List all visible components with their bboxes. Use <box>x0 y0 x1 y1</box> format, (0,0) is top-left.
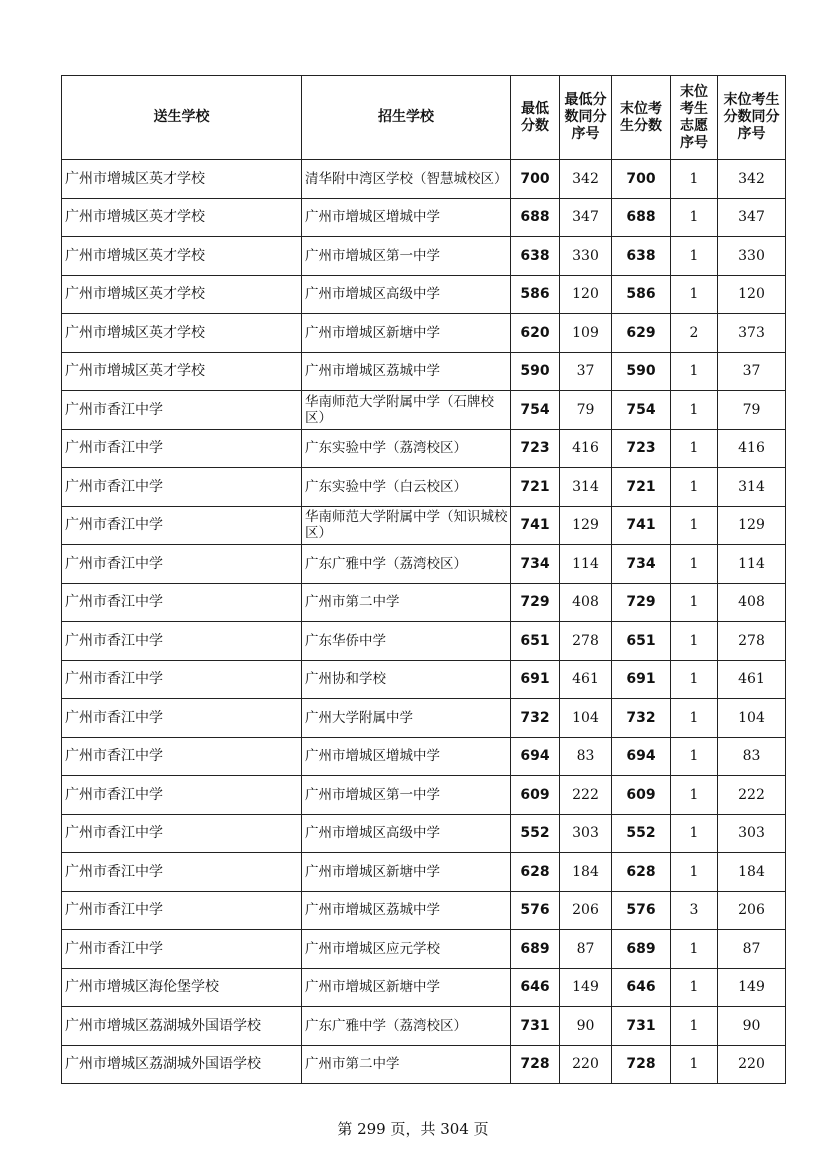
table-row <box>62 545 786 584</box>
sender-school-cell: 广州市香江中学 <box>62 853 302 892</box>
admission-score-table <box>61 75 786 1084</box>
last-choice-order-cell: 1 <box>671 506 718 545</box>
recruiting-school-cell: 广州市增城区新塘中学 <box>302 314 511 353</box>
min-score-rank-cell: 206 <box>560 891 612 930</box>
min-score-rank-cell: 461 <box>560 660 612 699</box>
header-line: 分数同分 <box>723 109 780 125</box>
last-score-rank-cell: 79 <box>718 391 786 430</box>
last-score-cell: 723 <box>612 429 671 468</box>
last-score-rank-cell: 416 <box>718 429 786 468</box>
last-score-cell: 688 <box>612 198 671 237</box>
last-score-cell: 638 <box>612 237 671 276</box>
recruiting-school-cell: 广州市增城区新塘中学 <box>302 853 511 892</box>
min-score-rank-cell: 79 <box>560 391 612 430</box>
sender-school-cell: 广州市香江中学 <box>62 660 302 699</box>
last-score-rank-cell: 120 <box>718 275 786 314</box>
min-score-rank-cell: 104 <box>560 699 612 738</box>
min-score-cell: 586 <box>511 275 560 314</box>
header-min-score <box>511 76 560 160</box>
last-choice-order-cell: 1 <box>671 429 718 468</box>
last-score-cell: 552 <box>612 814 671 853</box>
last-choice-order-cell: 1 <box>671 814 718 853</box>
sender-school-cell: 广州市增城区荔湖城外国语学校 <box>62 1007 302 1046</box>
last-score-rank-cell: 149 <box>718 968 786 1007</box>
last-score-rank-cell: 373 <box>718 314 786 353</box>
recruiting-school-cell: 广州大学附属中学 <box>302 699 511 738</box>
recruiting-school-cell: 广州市增城区新塘中学 <box>302 968 511 1007</box>
last-choice-order-cell: 1 <box>671 160 718 199</box>
table-header-row <box>62 76 786 160</box>
recruiting-school-cell: 广东广雅中学（荔湾校区） <box>302 545 511 584</box>
min-score-cell: 590 <box>511 352 560 391</box>
recruiting-school-cell: 广州市增城区荔城中学 <box>302 352 511 391</box>
min-score-cell: 721 <box>511 468 560 507</box>
min-score-cell: 732 <box>511 699 560 738</box>
last-score-cell: 646 <box>612 968 671 1007</box>
last-score-cell: 590 <box>612 352 671 391</box>
last-score-rank-cell: 206 <box>718 891 786 930</box>
last-score-rank-cell: 330 <box>718 237 786 276</box>
last-score-rank-cell: 408 <box>718 583 786 622</box>
table-row <box>62 352 786 391</box>
min-score-cell: 694 <box>511 737 560 776</box>
recruiting-school-cell: 广东实验中学（荔湾校区） <box>302 429 511 468</box>
last-choice-order-cell: 3 <box>671 891 718 930</box>
sender-school-cell: 广州市香江中学 <box>62 468 302 507</box>
min-score-cell: 731 <box>511 1007 560 1046</box>
min-score-cell: 688 <box>511 198 560 237</box>
min-score-rank-cell: 342 <box>560 160 612 199</box>
table-row <box>62 237 786 276</box>
last-choice-order-cell: 1 <box>671 968 718 1007</box>
last-score-rank-cell: 90 <box>718 1007 786 1046</box>
table-row <box>62 776 786 815</box>
sender-school-cell: 广州市增城区英才学校 <box>62 160 302 199</box>
table-row <box>62 1007 786 1046</box>
last-score-rank-cell: 222 <box>718 776 786 815</box>
recruiting-school-cell: 广东华侨中学 <box>302 622 511 661</box>
sender-school-cell: 广州市增城区英才学校 <box>62 314 302 353</box>
last-choice-order-cell: 1 <box>671 853 718 892</box>
table-row <box>62 699 786 738</box>
min-score-cell: 691 <box>511 660 560 699</box>
table-row <box>62 660 786 699</box>
min-score-cell: 754 <box>511 391 560 430</box>
last-score-rank-cell: 114 <box>718 545 786 584</box>
min-score-rank-cell: 114 <box>560 545 612 584</box>
last-score-cell: 586 <box>612 275 671 314</box>
last-score-rank-cell: 87 <box>718 930 786 969</box>
header-line: 数同分 <box>564 109 607 125</box>
sender-school-cell: 广州市香江中学 <box>62 891 302 930</box>
min-score-rank-cell: 347 <box>560 198 612 237</box>
last-choice-order-cell: 1 <box>671 583 718 622</box>
min-score-cell: 628 <box>511 853 560 892</box>
last-score-cell: 691 <box>612 660 671 699</box>
last-choice-order-cell: 2 <box>671 314 718 353</box>
header-line: 序号 <box>737 126 766 142</box>
sender-school-cell: 广州市香江中学 <box>62 545 302 584</box>
last-score-rank-cell: 342 <box>718 160 786 199</box>
sender-school-cell: 广州市香江中学 <box>62 737 302 776</box>
last-score-rank-cell: 184 <box>718 853 786 892</box>
last-score-cell: 689 <box>612 930 671 969</box>
last-choice-order-cell: 1 <box>671 699 718 738</box>
last-choice-order-cell: 1 <box>671 1045 718 1084</box>
header-last-score-rank <box>718 76 786 160</box>
sender-school-cell: 广州市香江中学 <box>62 391 302 430</box>
sender-school-cell: 广州市香江中学 <box>62 622 302 661</box>
recruiting-school-cell: 华南师范大学附属中学（知识城校区） <box>302 506 511 545</box>
last-choice-order-cell: 1 <box>671 545 718 584</box>
min-score-cell: 646 <box>511 968 560 1007</box>
min-score-rank-cell: 303 <box>560 814 612 853</box>
min-score-cell: 609 <box>511 776 560 815</box>
page-number-footer: 第 299 页，共 304 页 <box>337 1120 489 1138</box>
last-score-rank-cell: 83 <box>718 737 786 776</box>
recruiting-school-cell: 广州市增城区第一中学 <box>302 237 511 276</box>
last-choice-order-cell: 1 <box>671 776 718 815</box>
sender-school-cell: 广州市香江中学 <box>62 506 302 545</box>
header-line: 生分数 <box>620 117 662 134</box>
min-score-cell: 651 <box>511 622 560 661</box>
header-line: 考生 <box>680 100 708 117</box>
table-body <box>62 160 786 1084</box>
last-score-rank-cell: 278 <box>718 622 786 661</box>
sender-school-cell: 广州市香江中学 <box>62 776 302 815</box>
header-line: 志愿 <box>680 117 708 134</box>
table-row <box>62 314 786 353</box>
table-row <box>62 1045 786 1084</box>
min-score-cell: 638 <box>511 237 560 276</box>
last-score-cell: 728 <box>612 1045 671 1084</box>
min-score-cell: 552 <box>511 814 560 853</box>
sender-school-cell: 广州市香江中学 <box>62 699 302 738</box>
min-score-rank-cell: 120 <box>560 275 612 314</box>
header-sender-school: 送生学校 <box>62 76 302 160</box>
last-score-rank-cell: 303 <box>718 814 786 853</box>
recruiting-school-cell: 广州市增城区荔城中学 <box>302 891 511 930</box>
header-line: 末位考生 <box>723 92 780 108</box>
min-score-cell: 741 <box>511 506 560 545</box>
min-score-cell: 700 <box>511 160 560 199</box>
last-choice-order-cell: 1 <box>671 622 718 661</box>
last-score-cell: 721 <box>612 468 671 507</box>
sender-school-cell: 广州市香江中学 <box>62 930 302 969</box>
table-row <box>62 968 786 1007</box>
recruiting-school-cell: 广州市增城区应元学校 <box>302 930 511 969</box>
table-row <box>62 583 786 622</box>
header-line: 最低 <box>521 100 549 117</box>
header-line: 末位 <box>680 83 708 100</box>
last-choice-order-cell: 1 <box>671 275 718 314</box>
min-score-rank-cell: 129 <box>560 506 612 545</box>
sender-school-cell: 广州市香江中学 <box>62 583 302 622</box>
last-choice-order-cell: 1 <box>671 1007 718 1046</box>
min-score-rank-cell: 149 <box>560 968 612 1007</box>
last-score-rank-cell: 104 <box>718 699 786 738</box>
recruiting-school-cell: 广州协和学校 <box>302 660 511 699</box>
last-score-cell: 729 <box>612 583 671 622</box>
header-last-score <box>612 76 671 160</box>
last-score-rank-cell: 129 <box>718 506 786 545</box>
last-choice-order-cell: 1 <box>671 198 718 237</box>
recruiting-school-cell: 广州市增城区第一中学 <box>302 776 511 815</box>
last-score-cell: 629 <box>612 314 671 353</box>
last-score-cell: 576 <box>612 891 671 930</box>
min-score-rank-cell: 109 <box>560 314 612 353</box>
min-score-rank-cell: 330 <box>560 237 612 276</box>
header-last-choice-order <box>671 76 718 160</box>
last-choice-order-cell: 1 <box>671 737 718 776</box>
last-choice-order-cell: 1 <box>671 237 718 276</box>
last-choice-order-cell: 1 <box>671 391 718 430</box>
min-score-rank-cell: 408 <box>560 583 612 622</box>
min-score-cell: 576 <box>511 891 560 930</box>
last-choice-order-cell: 1 <box>671 930 718 969</box>
sender-school-cell: 广州市增城区英才学校 <box>62 198 302 237</box>
table-row <box>62 391 786 430</box>
min-score-rank-cell: 184 <box>560 853 612 892</box>
last-score-cell: 741 <box>612 506 671 545</box>
last-choice-order-cell: 1 <box>671 660 718 699</box>
table-row <box>62 814 786 853</box>
sender-school-cell: 广州市香江中学 <box>62 814 302 853</box>
header-line: 序号 <box>680 134 708 151</box>
last-score-cell: 700 <box>612 160 671 199</box>
min-score-cell: 620 <box>511 314 560 353</box>
last-score-cell: 609 <box>612 776 671 815</box>
table-row <box>62 275 786 314</box>
sender-school-cell: 广州市增城区海伦堡学校 <box>62 968 302 1007</box>
sender-school-cell: 广州市增城区英才学校 <box>62 275 302 314</box>
table-row <box>62 622 786 661</box>
header-min-score-rank <box>560 76 612 160</box>
last-choice-order-cell: 1 <box>671 352 718 391</box>
last-score-cell: 694 <box>612 737 671 776</box>
table-row <box>62 429 786 468</box>
sender-school-cell: 广州市增城区荔湖城外国语学校 <box>62 1045 302 1084</box>
recruiting-school-cell: 广州市增城区增城中学 <box>302 737 511 776</box>
last-score-rank-cell: 347 <box>718 198 786 237</box>
min-score-cell: 729 <box>511 583 560 622</box>
min-score-cell: 728 <box>511 1045 560 1084</box>
recruiting-school-cell: 清华附中湾区学校（智慧城校区） <box>302 160 511 199</box>
recruiting-school-cell: 广州市增城区增城中学 <box>302 198 511 237</box>
header-line: 分数 <box>521 117 549 134</box>
min-score-rank-cell: 222 <box>560 776 612 815</box>
min-score-rank-cell: 416 <box>560 429 612 468</box>
last-score-cell: 754 <box>612 391 671 430</box>
min-score-rank-cell: 314 <box>560 468 612 507</box>
header-recruiting-school: 招生学校 <box>302 76 511 160</box>
recruiting-school-cell: 广东广雅中学（荔湾校区） <box>302 1007 511 1046</box>
sender-school-cell: 广州市增城区英才学校 <box>62 237 302 276</box>
min-score-cell: 689 <box>511 930 560 969</box>
last-score-rank-cell: 314 <box>718 468 786 507</box>
last-score-cell: 732 <box>612 699 671 738</box>
last-choice-order-cell: 1 <box>671 468 718 507</box>
table-row <box>62 853 786 892</box>
table-row <box>62 160 786 199</box>
recruiting-school-cell: 广州市增城区高级中学 <box>302 814 511 853</box>
recruiting-school-cell: 广州市增城区高级中学 <box>302 275 511 314</box>
table-row <box>62 506 786 545</box>
sender-school-cell: 广州市香江中学 <box>62 429 302 468</box>
sender-school-cell: 广州市增城区英才学校 <box>62 352 302 391</box>
recruiting-school-cell: 广州市第二中学 <box>302 1045 511 1084</box>
recruiting-school-cell: 广东实验中学（白云校区） <box>302 468 511 507</box>
min-score-rank-cell: 90 <box>560 1007 612 1046</box>
last-score-rank-cell: 461 <box>718 660 786 699</box>
table-row <box>62 930 786 969</box>
min-score-rank-cell: 37 <box>560 352 612 391</box>
table-row <box>62 198 786 237</box>
table-row <box>62 468 786 507</box>
last-score-rank-cell: 220 <box>718 1045 786 1084</box>
last-score-cell: 651 <box>612 622 671 661</box>
recruiting-school-cell: 广州市第二中学 <box>302 583 511 622</box>
table-row <box>62 737 786 776</box>
table-row <box>62 891 786 930</box>
min-score-rank-cell: 83 <box>560 737 612 776</box>
header-line: 最低分 <box>564 92 607 108</box>
header-line: 末位考 <box>620 100 662 117</box>
last-score-cell: 628 <box>612 853 671 892</box>
recruiting-school-cell: 华南师范大学附属中学（石牌校区） <box>302 391 511 430</box>
min-score-cell: 723 <box>511 429 560 468</box>
last-score-cell: 734 <box>612 545 671 584</box>
last-score-rank-cell: 37 <box>718 352 786 391</box>
min-score-cell: 734 <box>511 545 560 584</box>
min-score-rank-cell: 278 <box>560 622 612 661</box>
last-score-cell: 731 <box>612 1007 671 1046</box>
min-score-rank-cell: 87 <box>560 930 612 969</box>
min-score-rank-cell: 220 <box>560 1045 612 1084</box>
header-line: 序号 <box>571 126 600 142</box>
